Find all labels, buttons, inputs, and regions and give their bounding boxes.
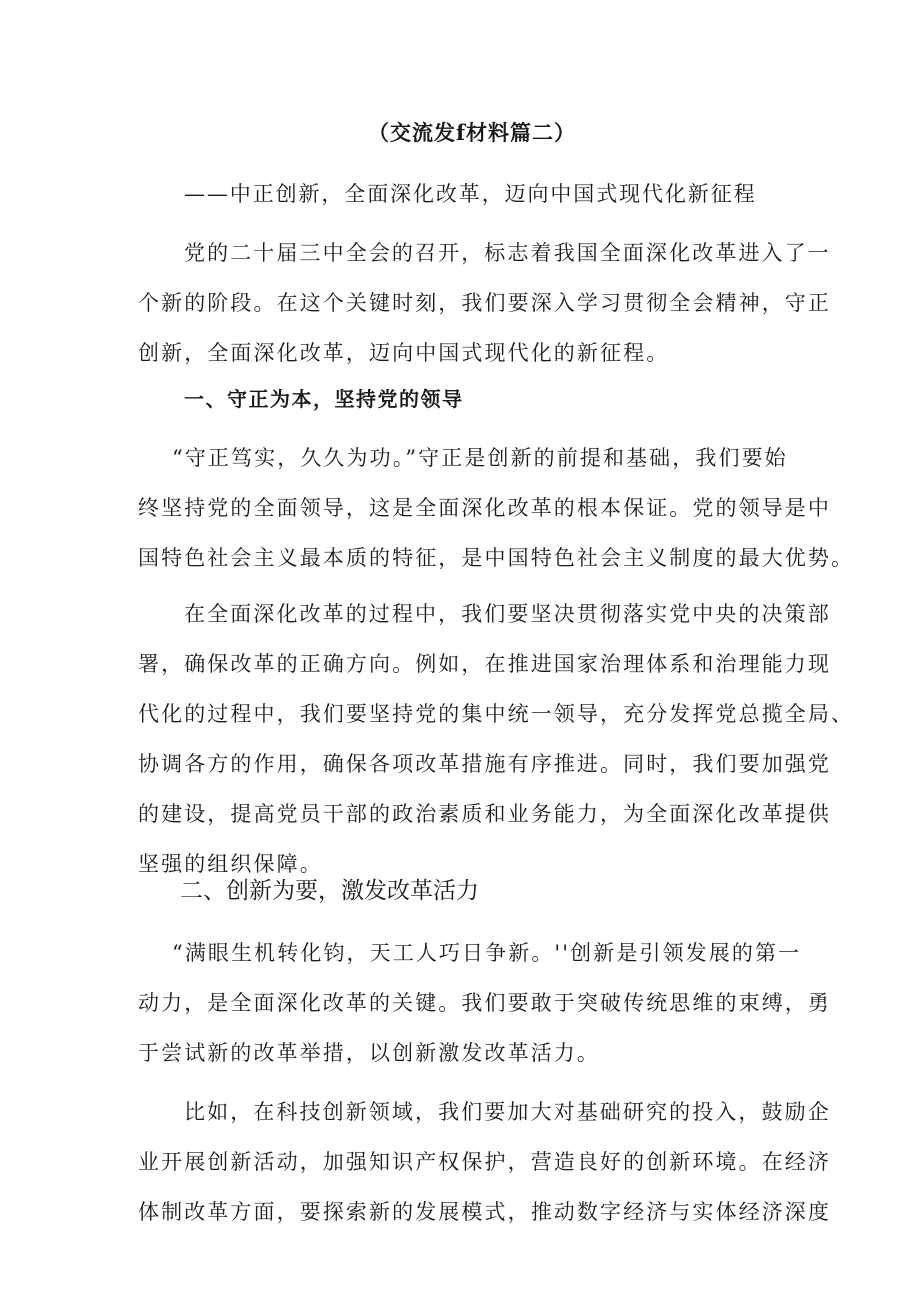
section1-para2-line: 的建设，提高党员干部的政治素质和业务能力，为全面深化改革提供 bbox=[138, 802, 831, 826]
section1-para2-line: 代化的过程中，我们要坚持党的集中统一领导，充分发挥党总揽全局、 bbox=[138, 702, 855, 726]
intro-line: 创新，全面深化改革，迈向中国式现代化的新征程。 bbox=[138, 341, 670, 365]
section1-para1-line: 国特色社会主义最本质的特征，是中国特色社会主义制度的最大优势。 bbox=[138, 546, 855, 570]
section1-para1-line: 终坚持党的全面领导，这是全面深化改革的根本保证。党的领导是中 bbox=[138, 496, 831, 520]
document-subtitle: ——中正创新，全面深化改革，迈向中国式现代化新征程 bbox=[184, 182, 757, 206]
section-heading: 二、创新为要，激发改革活力 bbox=[180, 878, 479, 904]
section1-para2-line: 坚强的组织保障。 bbox=[138, 852, 323, 876]
section2-para2-line: 体制改革方面，要探索新的发展模式，推动数字经济与实体经济深度 bbox=[138, 1200, 831, 1224]
section2-para2-line: 业开展创新活动，加强知识产权保护，营造良好的创新环境。在经济 bbox=[138, 1150, 831, 1174]
section2-para2-line: 比如，在科技创新领域，我们要加大对基础研究的投入，鼓励企 bbox=[184, 1100, 831, 1124]
section-heading: 一、守正为本，坚持党的领导 bbox=[184, 387, 464, 411]
section2-para1-line: “满眼生机转化钧，天工人巧日争新。''创新是引领发展的第一 bbox=[172, 941, 802, 965]
section1-para2-line: 署，确保改革的正确方向。例如，在推进国家治理体系和治理能力现 bbox=[138, 652, 831, 676]
document-title: （交流发f材料篇二） bbox=[368, 120, 577, 145]
section1-para2-line: 协调各方的作用，确保各项改革措施有序推进。同时，我们要加强党 bbox=[138, 752, 831, 776]
section1-para2-line: 在全面深化改革的过程中，我们要坚决贯彻落实党中央的决策部 bbox=[184, 602, 831, 626]
section2-para1-line: 动力，是全面深化改革的关键。我们要敢于突破传统思维的束缚，勇 bbox=[138, 991, 831, 1015]
section2-para1-line: 于尝试新的改革举措，以创新激发改革活力。 bbox=[138, 1041, 600, 1065]
intro-line: 党的二十届三中全会的召开，标志着我国全面深化改革进入了一 bbox=[184, 241, 831, 265]
intro-line: 个新的阶段。在这个关键时刻，我们要深入学习贯彻全会精神，守正 bbox=[138, 291, 831, 315]
section1-para1-line: “守正笃实，久久为功。”守正是创新的前提和基础，我们要始 bbox=[172, 446, 788, 470]
